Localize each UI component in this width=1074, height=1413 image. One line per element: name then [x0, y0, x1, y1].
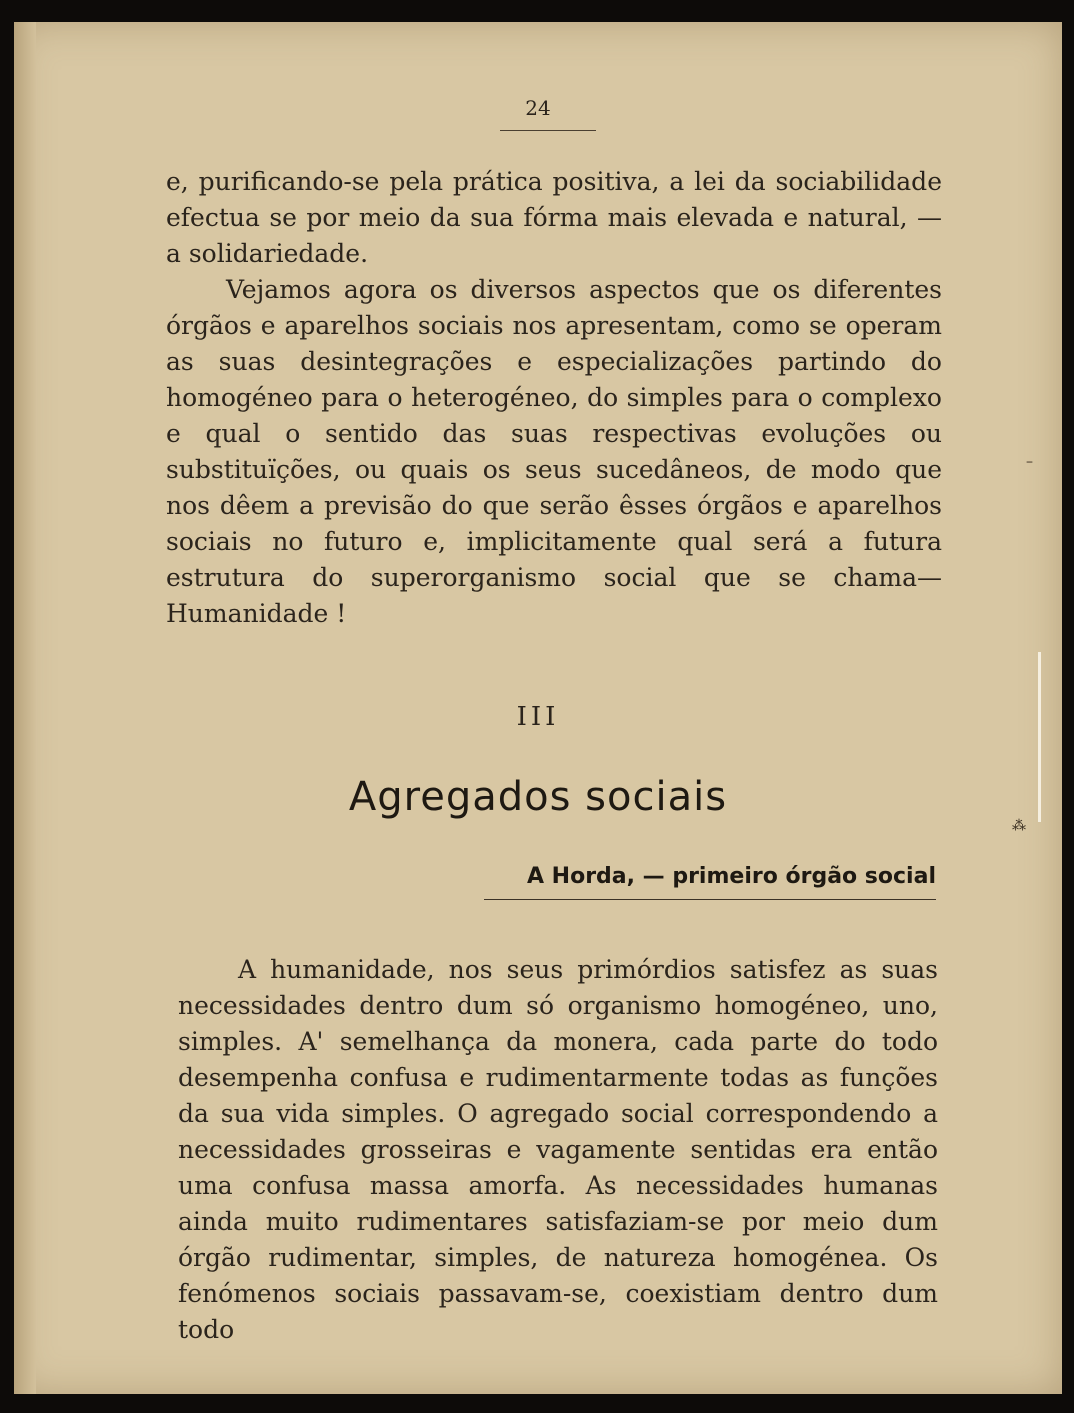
paper-mark	[1038, 652, 1041, 822]
top-text-block	[166, 164, 942, 632]
bottom-text-block	[178, 952, 938, 1348]
paragraph: Vejamos agora os diversos aspectos que os diferentes órgãos e aparelhos sociais nos apresentam, como se operam as suas desintegrações e especializações partindo do homogéneo para o heterogéneo, do simples para o complexo e qual o sentido das suas respectivas evoluções ou substituïções, ou quais os seus sucedâneos, de modo que nos dêem a previsão do que serão êsses órgãos e aparelhos sociais no futuro e, implicitamente qual será a futura estrutura do superorganismo social que se chama—Humanidade !	[166, 275, 942, 628]
chapter-title: Agregados sociais	[348, 774, 728, 820]
paragraph: A humanidade, nos seus primórdios satisfez as suas necessidades dentro dum só organismo homogéneo, uno, simples. A' semelhança da monera, cada parte do todo desempenha confusa e rudimentarmente todas as funções da sua vida simples. O agregado social correspondendo a necessidades grosseiras e vagamente sentidas era então uma confusa massa amorfa. As necessidades humanas ainda muito rudimentares satisfaziam-se por meio dum órgão rudimentar, simples, de natureza homogénea. Os fenómenos sociais passavam-se, coexistiam dentro dum todo	[178, 955, 938, 1344]
paragraph-continuation: e, purificando-se pela prática positiva, a lei da sociabilidade efectua se por meio da sua fórma mais elevada e natural, — a solidariedade.	[166, 167, 942, 268]
page-number: 24	[525, 96, 551, 120]
book-page	[14, 22, 1062, 1394]
page-number-rule	[500, 130, 596, 131]
section-number: III	[516, 702, 560, 732]
chapter-subtitle: A Horda, — primeiro órgão social	[527, 864, 936, 889]
ink-smudge: –	[1026, 454, 1033, 470]
ink-smudge: ⁂	[1012, 818, 1026, 834]
subtitle-rule	[484, 899, 936, 900]
